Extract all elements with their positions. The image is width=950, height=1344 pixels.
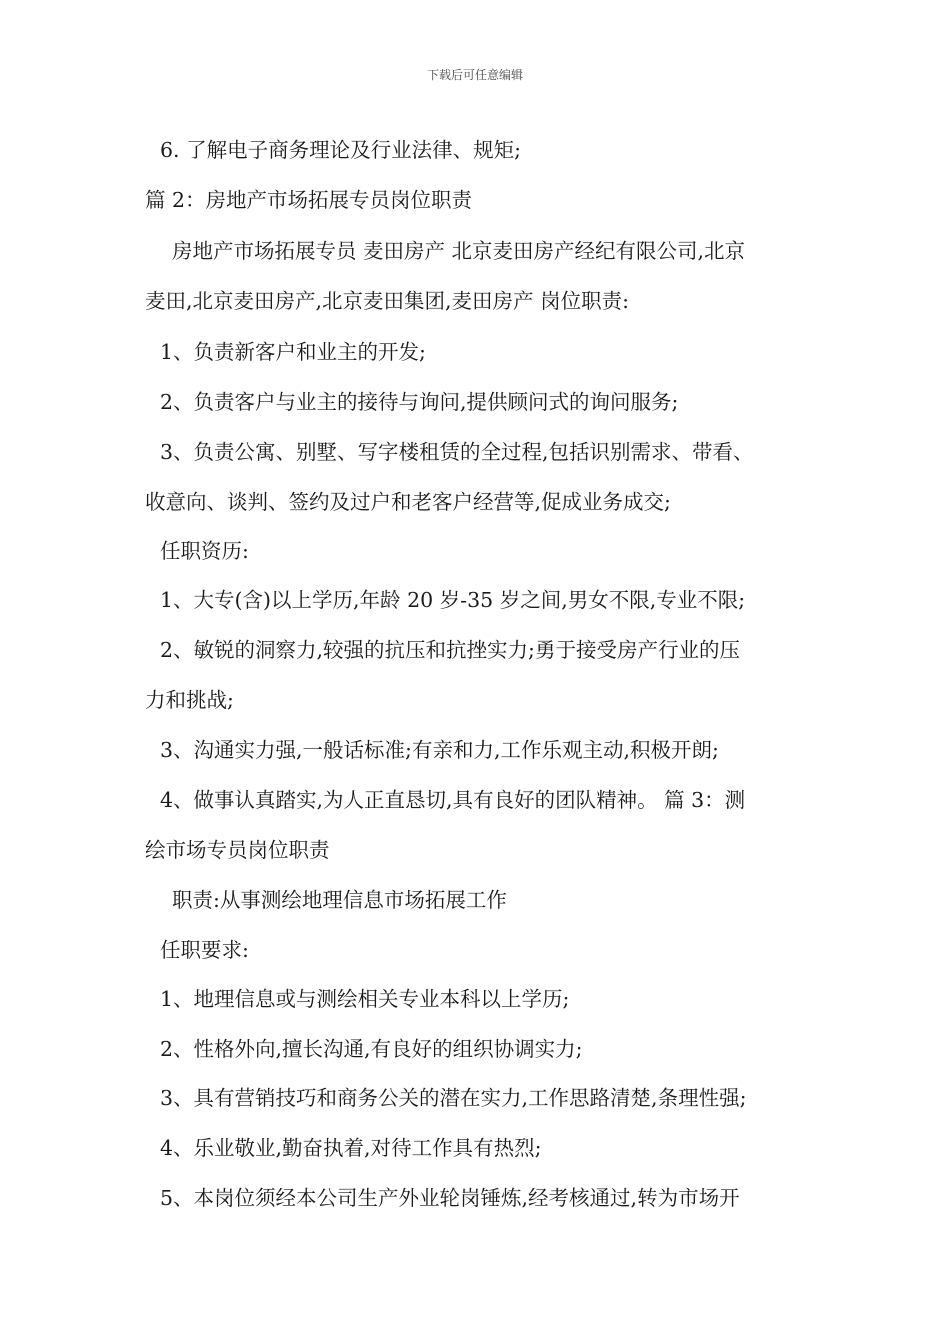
section-heading: 绘市场专员岗位职责 — [145, 838, 330, 862]
text-line: 力和挑战; — [145, 688, 234, 712]
list-item: 2、敏锐的洞察力,较强的抗压和抗挫实力;勇于接受房产行业的压 — [160, 638, 740, 662]
list-item: 2、性格外向,擅长沟通,有良好的组织协调实力; — [160, 1037, 583, 1061]
text-line: 收意向、谈判、签约及过户和老客户经营等,促成业务成交; — [145, 490, 671, 514]
list-item: 3、具有营销技巧和商务公关的潜在实力,工作思路清楚,条理性强; — [160, 1086, 747, 1110]
subheading: 任职要求: — [160, 938, 249, 962]
list-item: 4、乐业敬业,勤奋执着,对待工作具有热烈; — [160, 1136, 542, 1160]
list-item: 2、负责客户与业主的接待与询问,提供顾问式的询问服务; — [160, 390, 679, 414]
list-item: 3、负责公寓、别墅、写字楼租赁的全过程,包括识别需求、带看、 — [160, 440, 754, 464]
section-heading: 篇 2：房地产市场拓展专员岗位职责 — [145, 188, 473, 212]
list-item: 1、大专(含)以上学历,年龄 20 岁-35 岁之间,男女不限,专业不限; — [160, 588, 746, 612]
list-item: 5、本岗位须经本公司生产外业轮岗锤炼,经考核通过,转为市场开 — [160, 1186, 740, 1210]
text-line: 房地产市场拓展专员 麦田房产 北京麦田房产经纪有限公司,北京 — [172, 239, 746, 263]
text-line: 麦田,北京麦田房产,北京麦田集团,麦田房产 岗位职责: — [145, 289, 629, 313]
text-line: 6. 了解电子商务理论及行业法律、规矩; — [160, 138, 521, 162]
list-item: 1、地理信息或与测绘相关专业本科以上学历; — [160, 987, 570, 1011]
list-item: 4、做事认真踏实,为人正直恳切,具有良好的团队精神。 篇 3：测 — [160, 788, 746, 812]
list-item: 1、负责新客户和业主的开发; — [160, 340, 426, 364]
subheading: 任职资历: — [160, 539, 249, 563]
page-header-note: 下载后可任意编辑 — [426, 68, 523, 82]
list-item: 3、沟通实力强,一般话标准;有亲和力,工作乐观主动,积极开朗; — [160, 738, 719, 762]
text-line: 职责:从事测绘地理信息市场拓展工作 — [172, 888, 507, 912]
